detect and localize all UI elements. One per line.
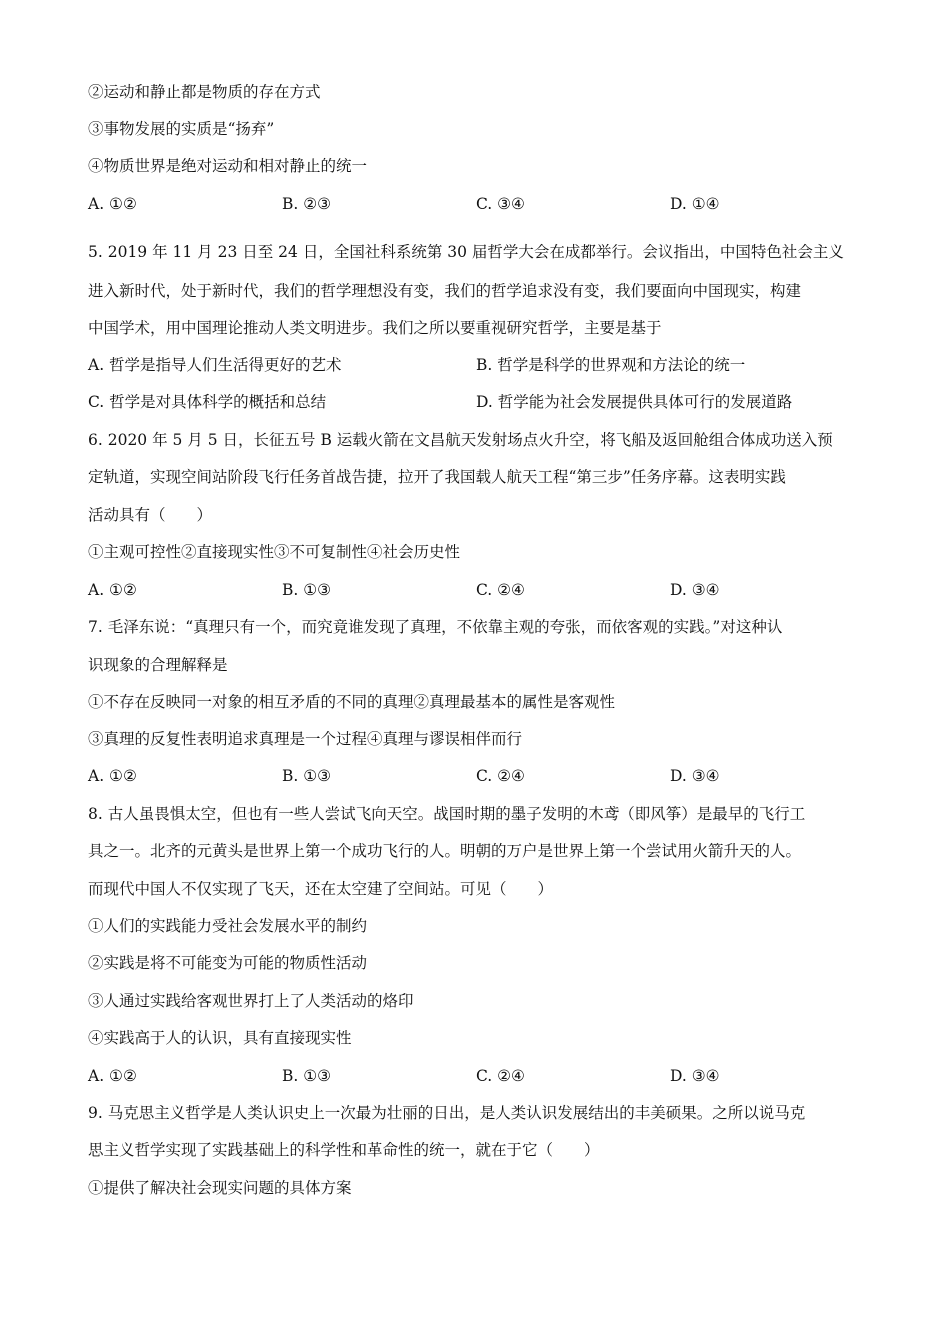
q7-option-c[interactable]: C. ②④ — [476, 767, 525, 785]
q8-option-b[interactable]: B. ①③ — [282, 1067, 332, 1085]
q8-stem-line-2: 具之一。北齐的元黄头是世界上第一个成功飞行的人。明朝的万户是世界上第一个尝试用火箭升天的人。 — [88, 842, 802, 860]
q8-stem-line-3: 而现代中国人不仅实现了飞天，还在太空建了空间站。可见（ ） — [88, 880, 554, 898]
q7-option-b[interactable]: B. ①③ — [282, 767, 332, 785]
q6-stem-line-1: 6. 2020 年 5 月 5 日，长征五号 B 运载火箭在文昌航天发射场点火升空，将飞船及返回舱组合体成功送入预 — [88, 431, 833, 449]
q4-statement-2: ②运动和静止都是物质的存在方式 — [88, 83, 321, 101]
q6-stem-line-3: 活动具有（ ） — [88, 506, 213, 524]
q6-statements: ①主观可控性②直接现实性③不可复制性④社会历史性 — [88, 543, 461, 561]
q5-option-b[interactable]: B. 哲学是科学的世界观和方法论的统一 — [476, 356, 746, 374]
q6-option-c[interactable]: C. ②④ — [476, 581, 525, 599]
q7-statements-line-1: ①不存在反映同一对象的相互矛盾的不同的真理②真理最基本的属性是客观性 — [88, 693, 616, 711]
q9-stem-line-2: 思主义哲学实现了实践基础上的科学性和革命性的统一，就在于它（ ） — [88, 1141, 600, 1159]
q8-statement-3: ③人通过实践给客观世界打上了人类活动的烙印 — [88, 992, 414, 1010]
q8-stem-line-1: 8. 古人虽畏惧太空，但也有一些人尝试飞向天空。战国时期的墨子发明的木鸢（即风筝）是最早的飞行工 — [88, 805, 806, 823]
q5-stem-line-1: 5. 2019 年 11 月 23 日至 24 日，全国社科系统第 30 届哲学大会在成都举行。会议指出，中国特色社会主义 — [88, 243, 844, 261]
q5-option-c[interactable]: C. 哲学是对具体科学的概括和总结 — [88, 393, 327, 411]
q4-option-a[interactable]: A. ①② — [88, 195, 137, 213]
q7-options — [88, 766, 868, 786]
q5-stem-line-3: 中国学术，用中国理论推动人类文明进步。我们之所以要重视研究哲学，主要是基于 — [88, 319, 662, 337]
q7-option-a[interactable]: A. ①② — [88, 767, 137, 785]
q9-statement-1: ①提供了解决社会现实问题的具体方案 — [88, 1179, 352, 1197]
q7-option-d[interactable]: D. ③④ — [670, 767, 720, 785]
q6-stem-line-2: 定轨道，实现空间站阶段飞行任务首战告捷，拉开了我国载人航天工程“第三步”任务序幕。这表明实践 — [88, 468, 786, 486]
q8-options — [88, 1066, 868, 1086]
q6-option-a[interactable]: A. ①② — [88, 581, 137, 599]
q4-option-b[interactable]: B. ②③ — [282, 195, 332, 213]
q5-stem-line-2: 进入新时代，处于新时代，我们的哲学理想没有变，我们的哲学追求没有变，我们要面向中国现实，构建 — [88, 282, 802, 300]
q4-statement-3: ③事物发展的实质是“扬弃” — [88, 120, 275, 138]
q6-option-d[interactable]: D. ③④ — [670, 581, 720, 599]
q5-options-row-1 — [88, 355, 868, 375]
q8-option-d[interactable]: D. ③④ — [670, 1067, 720, 1085]
q7-statements-line-2: ③真理的反复性表明追求真理是一个过程④真理与谬误相伴而行 — [88, 730, 523, 748]
q8-statement-1: ①人们的实践能力受社会发展水平的制约 — [88, 917, 368, 935]
q5-options-row-2 — [88, 392, 868, 412]
q6-options — [88, 580, 868, 600]
q6-option-b[interactable]: B. ①③ — [282, 581, 332, 599]
q4-option-c[interactable]: C. ③④ — [476, 195, 525, 213]
q9-stem-line-1: 9. 马克思主义哲学是人类认识史上一次最为壮丽的日出，是人类认识发展结出的丰美硕果。之所以说马克 — [88, 1104, 806, 1122]
q7-stem-line-2: 识现象的合理解释是 — [88, 656, 228, 674]
q8-statement-2: ②实践是将不可能变为可能的物质性活动 — [88, 954, 368, 972]
q4-statement-4: ④物质世界是绝对运动和相对静止的统一 — [88, 157, 368, 175]
q7-stem-line-1: 7. 毛泽东说：“真理只有一个，而究竟谁发现了真理，不依靠主观的夸张，而依客观的实践。”对这种认 — [88, 618, 783, 636]
q8-option-c[interactable]: C. ②④ — [476, 1067, 525, 1085]
q4-option-d[interactable]: D. ①④ — [670, 195, 720, 213]
q5-option-d[interactable]: D. 哲学能为社会发展提供具体可行的发展道路 — [476, 393, 793, 411]
q8-option-a[interactable]: A. ①② — [88, 1067, 137, 1085]
q8-statement-4: ④实践高于人的认识，具有直接现实性 — [88, 1029, 352, 1047]
q5-option-a[interactable]: A. 哲学是指导人们生活得更好的艺术 — [88, 356, 342, 374]
q4-options — [88, 194, 868, 214]
